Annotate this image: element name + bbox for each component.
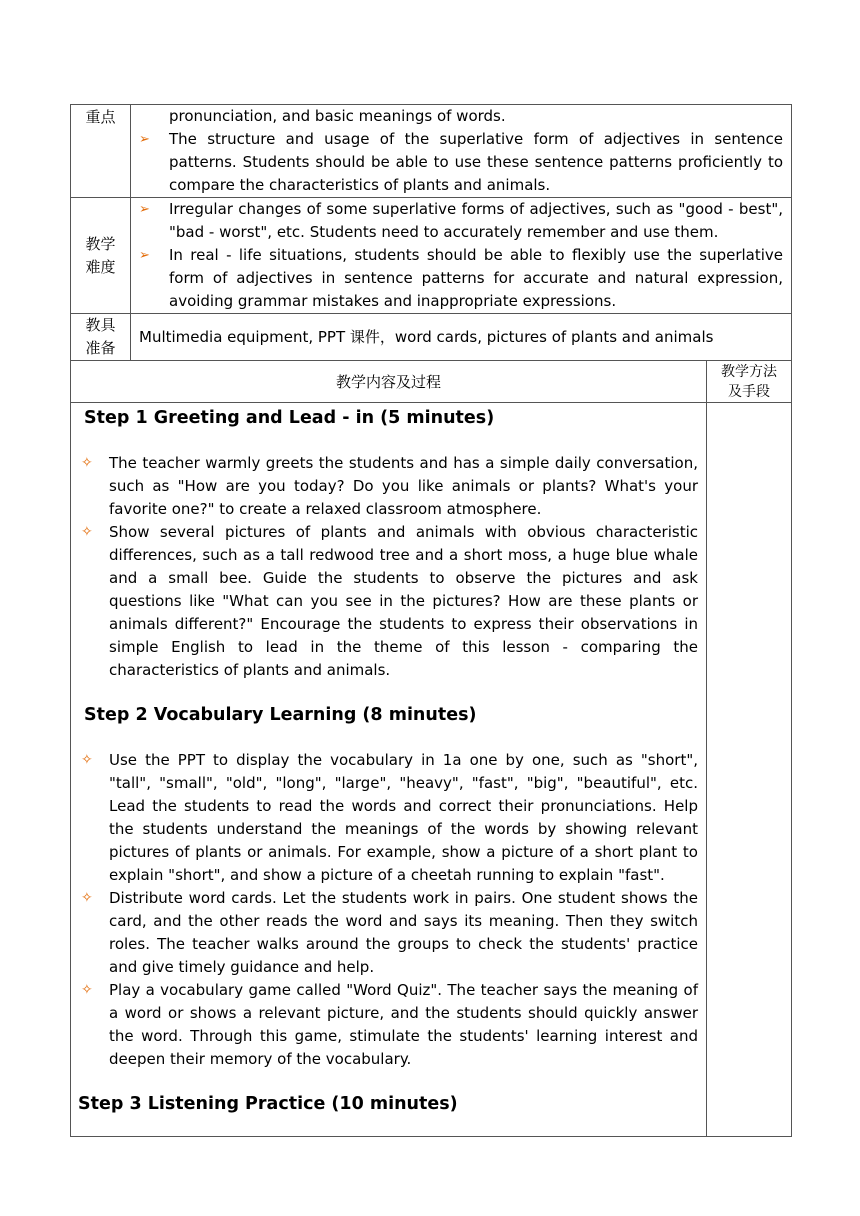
arrow-bullet-icon: ➢: [139, 132, 150, 147]
preparation-label: 教具准备: [85, 316, 116, 357]
step-item: ✧ Show several pictures of plants and animals with obvious characteristic differences, such as a tall redwood tree and a short moss, a huge blue whale and a small bee. Guide the students to observe the pictures and ask questions like "What can you see in the pictures? How are these plants or animals different?" Encourage the students to express their observations in simple English to lead in the theme of this lesson - comparing the characteristics of plants and animals.: [81, 523, 698, 679]
key-points-label: 重点: [85, 108, 116, 126]
difficulties-item: ➢ In real - life situations, students should be able to flexibly use the superlative form of adjectives in sentence patterns for accurate and natural expression, avoiding grammar mistakes and inappropriate expressions.: [139, 246, 784, 310]
step-item: ✧ Use the PPT to display the vocabulary in 1a one by one, such as "short", "tall", "small", "old", "long", "large", "heavy", "fast", "big", "beautiful", etc. Lead the students to read the words and correct their pronunciations. Help the students understand the meanings of the words by showing relevant pictures of plants or animals. For example, show a picture of a short plant to explain "short", and show a picture of a cheetah running to explain "fast".: [81, 751, 698, 884]
difficulties-list: [131, 198, 791, 313]
key-points-item: ➢ The structure and usage of the superlative form of adjectives in sentence patterns. Students should be able to use these sentence patterns proficiently to compare the characteristics of plants and animals.: [139, 130, 784, 194]
diamond-bullet-icon: ✧: [81, 982, 93, 998]
arrow-bullet-icon: ➢: [139, 202, 150, 217]
step-1-list: [71, 452, 706, 682]
key-points-content: [131, 105, 792, 198]
diamond-bullet-icon: ✧: [81, 890, 93, 906]
process-content-row: [71, 403, 792, 1137]
content-header-cell: [71, 361, 707, 403]
step-title: Step 1 Greeting and Lead - in (5 minutes): [84, 408, 495, 428]
difficulties-row: [71, 198, 792, 314]
lesson-plan-table: [70, 104, 792, 1137]
key-points-row: [71, 105, 792, 198]
step-2-list: [71, 749, 706, 1071]
methods-header-cell: [707, 361, 792, 403]
key-points-label-cell: [71, 105, 131, 198]
methods-content-cell: [707, 403, 792, 1137]
methods-header: 教学方法及手段: [721, 363, 777, 400]
key-points-item: pronunciation, and basic meanings of words.: [169, 107, 506, 125]
diamond-bullet-icon: ✧: [81, 752, 93, 768]
preparation-content: [131, 314, 792, 361]
process-content-cell: [71, 403, 707, 1137]
step-item: ✧ Distribute word cards. Let the students work in pairs. One student shows the card, and the other reads the word and says its meaning. Then they switch roles. The teacher walks around the groups to check the students' practice and give timely guidance and help.: [81, 889, 698, 976]
arrow-bullet-icon: ➢: [139, 248, 150, 263]
difficulties-label-cell: [71, 198, 131, 314]
step-item: ✧ Play a vocabulary game called "Word Quiz". The teacher says the meaning of a word or shows a relevant picture, and the students should quickly answer the word. Through this game, stimulate the students' learning interest and deepen their memory of the vocabulary.: [81, 981, 698, 1068]
diamond-bullet-icon: ✧: [81, 455, 93, 471]
process-header-row: [71, 361, 792, 403]
step-title: Step 2 Vocabulary Learning (8 minutes): [84, 705, 477, 725]
difficulties-content: [131, 198, 792, 314]
preparation-text: Multimedia equipment, PPT 课件，word cards, pictures of plants and animals: [139, 327, 714, 346]
preparation-row: [71, 314, 792, 361]
difficulties-label: 教学难度: [85, 234, 116, 276]
preparation-label-cell: [71, 314, 131, 361]
key-points-list: [131, 105, 791, 197]
step-title: Step 3 Listening Practice (10 minutes): [78, 1094, 458, 1114]
diamond-bullet-icon: ✧: [81, 524, 93, 540]
content-header: 教学内容及过程: [335, 373, 441, 391]
step-item: ✧ The teacher warmly greets the students and has a simple daily conversation, such as "How are you today? Do you like animals or plants? What's your favorite one?" to create a relaxed classroom atmosphere.: [81, 454, 698, 518]
difficulties-item: ➢ Irregular changes of some superlative forms of adjectives, such as "good - best", "bad - worst", etc. Students need to accurately remember and use them.: [139, 200, 784, 241]
